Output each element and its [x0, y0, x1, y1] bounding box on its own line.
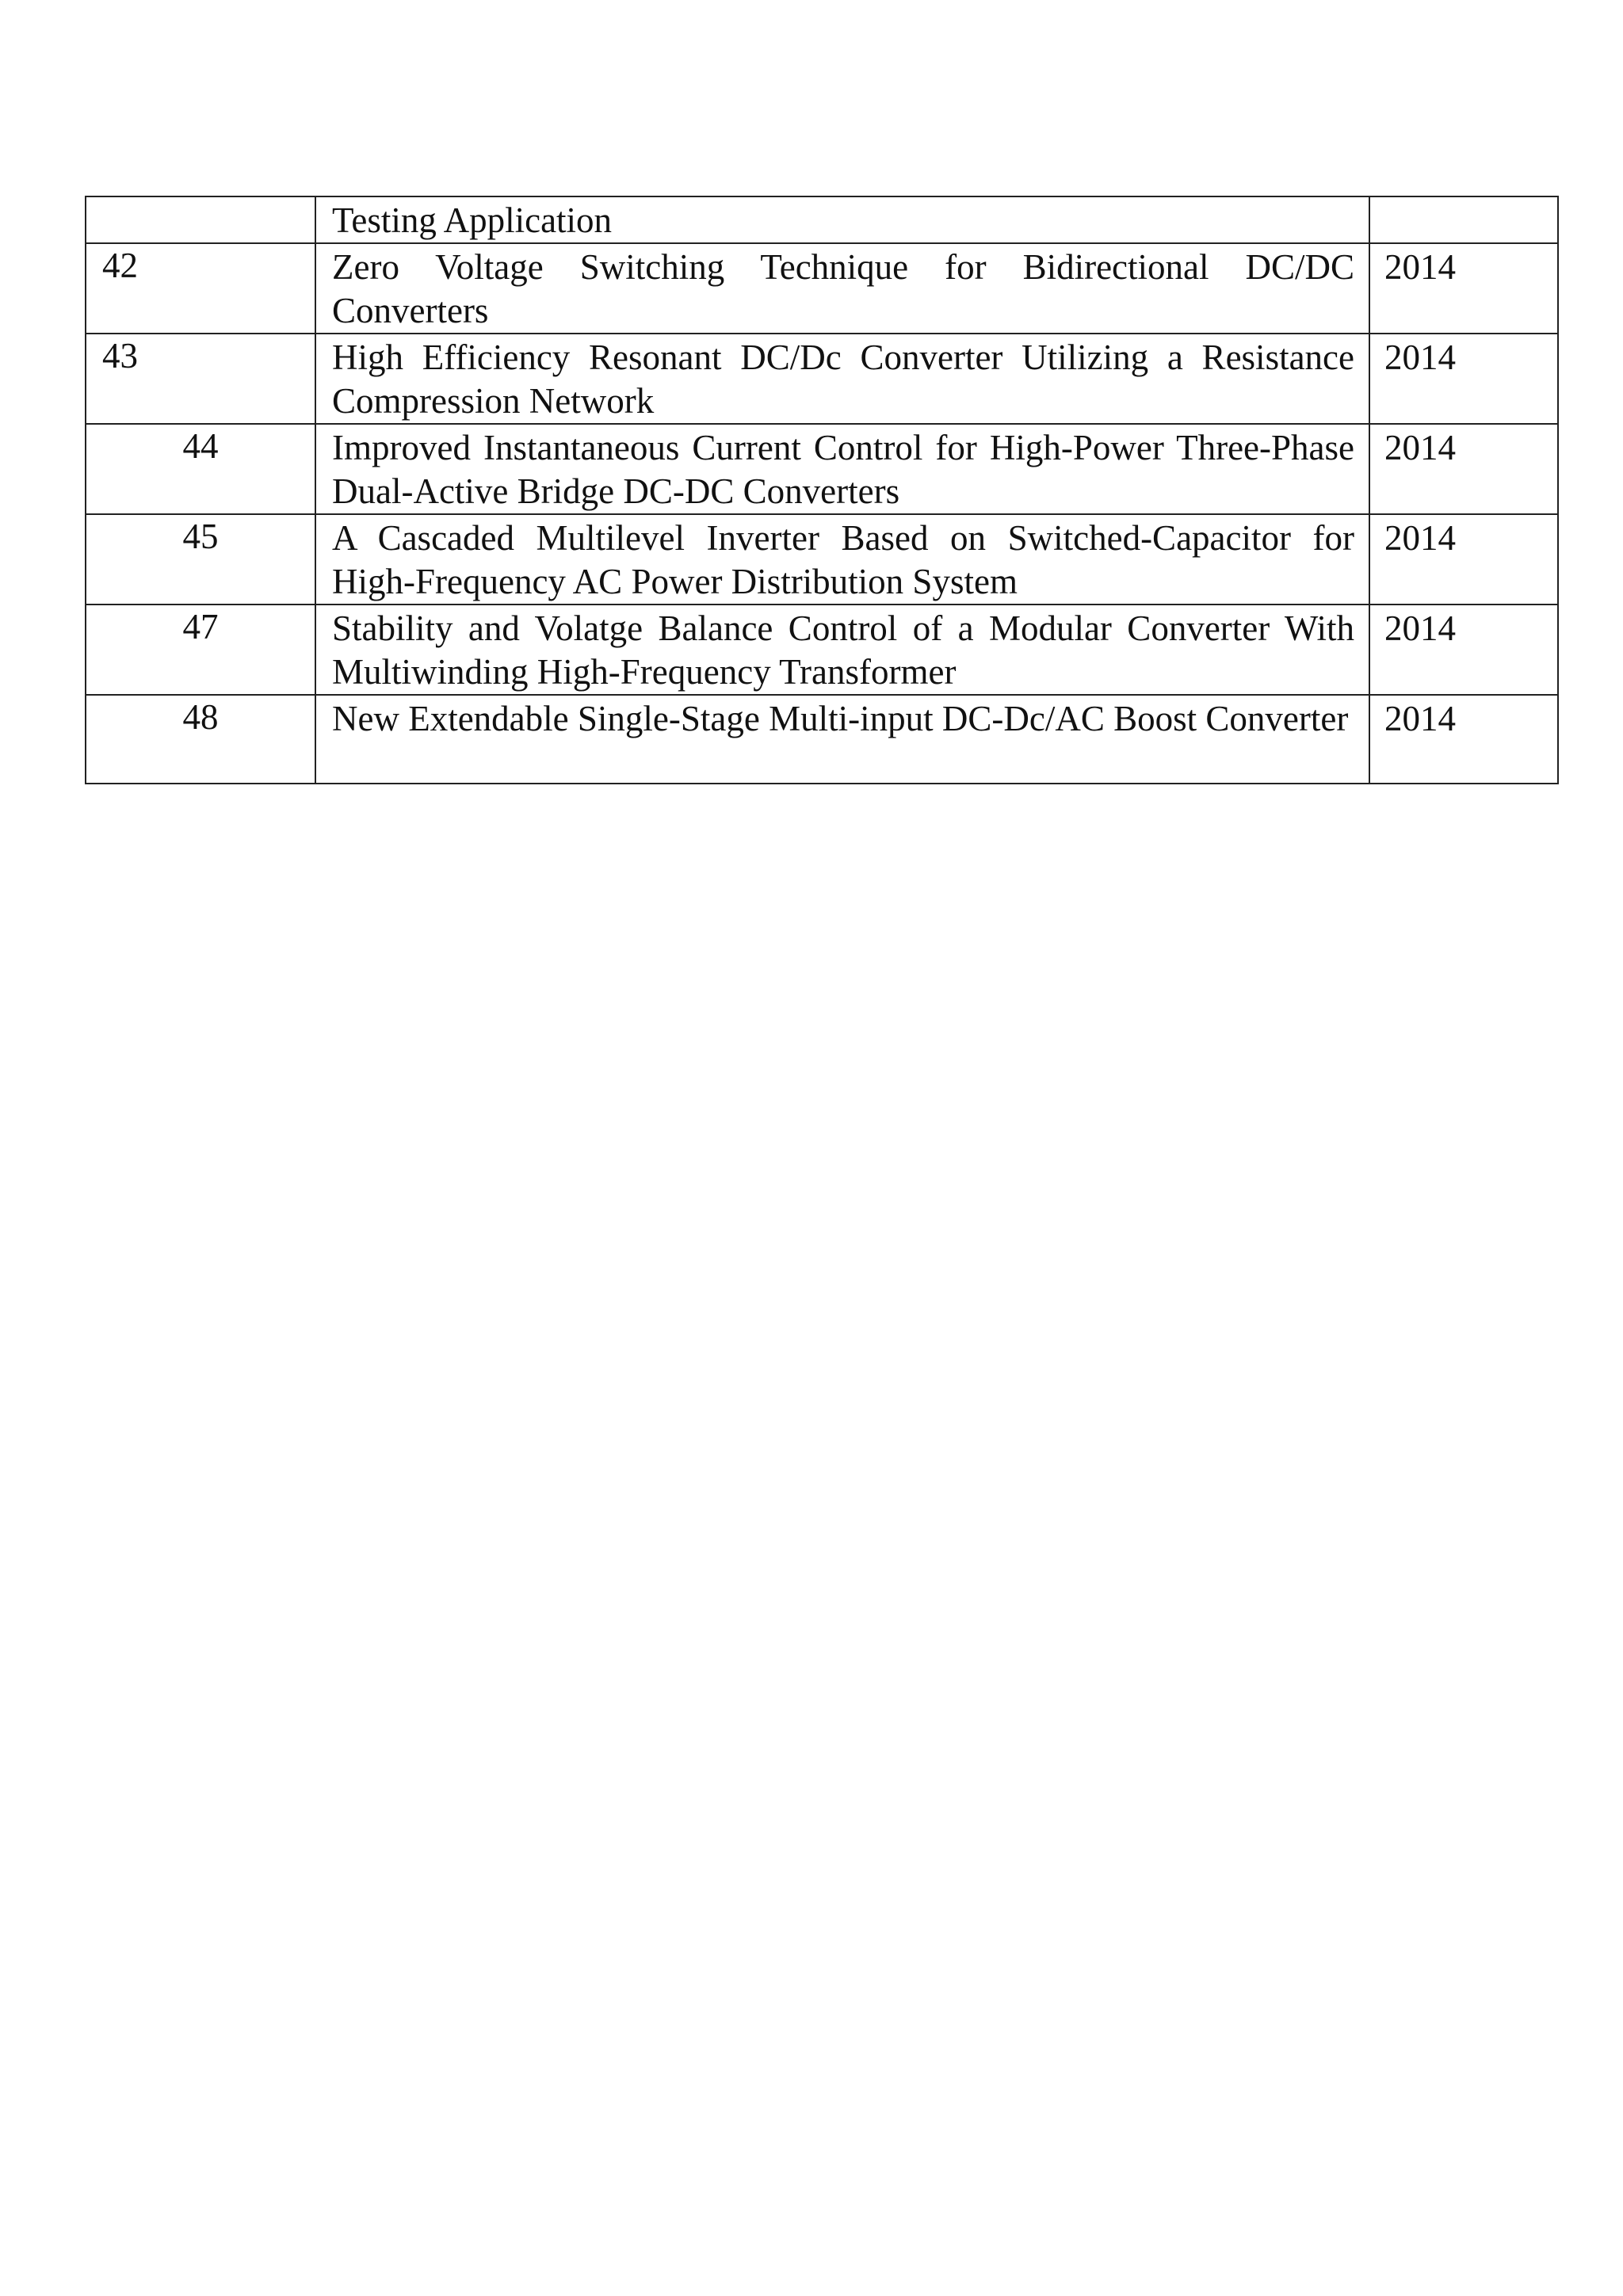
table-row	[86, 424, 1558, 514]
paper-title-cell: Improved Instantaneous Current Control for High-Power Three-Phase Dual-Active Bridge DC-DC Converters	[315, 424, 1369, 514]
serial-number: 43	[102, 336, 138, 376]
year-cell: 2014	[1369, 424, 1558, 514]
paper-title-cell: A Cascaded Multilevel Inverter Based on Switched-Capacitor for High-Frequency AC Power Distribution System	[315, 514, 1369, 605]
papers-table	[85, 196, 1559, 784]
year-cell: 2014	[1369, 514, 1558, 605]
table-row	[86, 605, 1558, 695]
table-row	[86, 695, 1558, 784]
serial-number: 48	[182, 697, 219, 737]
serial-number: 44	[182, 426, 219, 466]
year-cell: 2014	[1369, 334, 1558, 424]
table-row	[86, 334, 1558, 424]
year-cell: 2014	[1369, 695, 1558, 784]
year-cell: 2014	[1369, 243, 1558, 334]
serial-number-cell	[86, 334, 315, 424]
table-row	[86, 514, 1558, 605]
year-cell: 2014	[1369, 605, 1558, 695]
serial-number: 47	[182, 607, 219, 646]
serial-number-cell	[86, 196, 315, 243]
table-row	[86, 243, 1558, 334]
serial-number-cell	[86, 695, 315, 784]
table-row	[86, 196, 1558, 243]
paper-title-cell: Testing Application	[315, 196, 1369, 243]
serial-number-cell	[86, 514, 315, 605]
paper-title-cell: Zero Voltage Switching Technique for Bidirectional DC/DC Converters	[315, 243, 1369, 334]
paper-title-cell: Stability and Volatge Balance Control of a Modular Converter With Multiwinding High-Frequency Transformer	[315, 605, 1369, 695]
serial-number-cell	[86, 424, 315, 514]
serial-number-cell	[86, 605, 315, 695]
serial-number-cell	[86, 243, 315, 334]
serial-number: 45	[182, 517, 219, 556]
paper-title-cell: New Extendable Single-Stage Multi-input DC-Dc/AC Boost Converter	[315, 695, 1369, 784]
paper-title-cell: High Efficiency Resonant DC/Dc Converter Utilizing a Resistance Compression Network	[315, 334, 1369, 424]
serial-number: 42	[102, 246, 138, 285]
year-cell	[1369, 196, 1558, 243]
